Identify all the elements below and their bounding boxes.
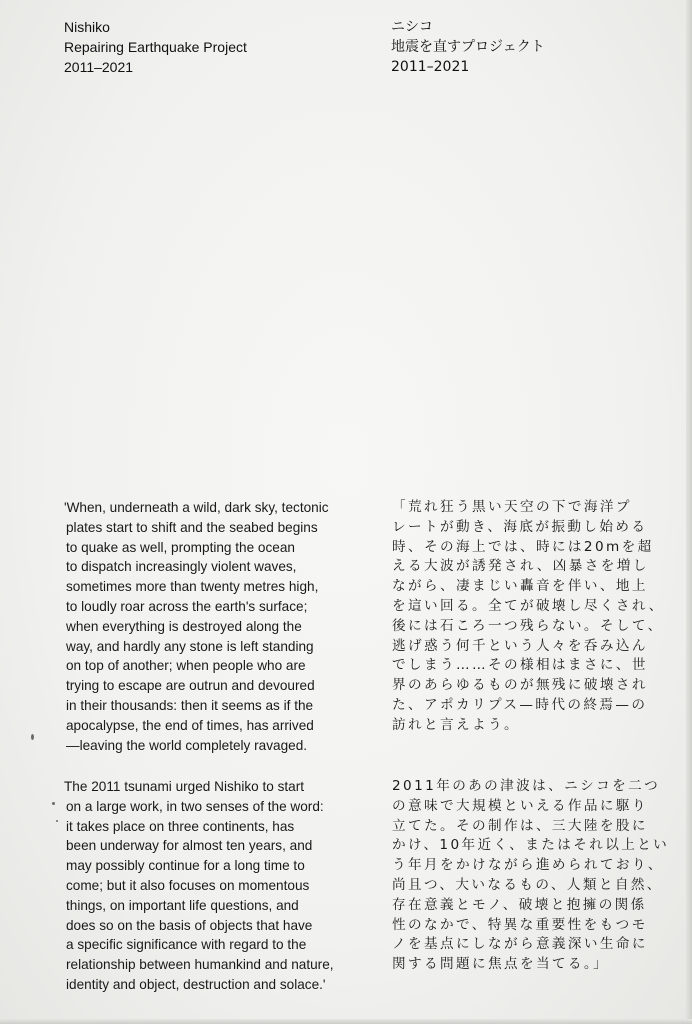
cover-edge-right bbox=[686, 0, 692, 1024]
english-quote-line: to quake as well, prompting the ocean bbox=[66, 539, 295, 555]
english-quote-line: to loudly roar across the earth's surface; bbox=[66, 598, 308, 614]
english-quote-line: 'When, underneath a wild, dark sky, tectonic bbox=[64, 500, 329, 515]
japanese-body-line: う年月をかけながら進められており、 bbox=[392, 857, 664, 874]
english-quote-paragraph bbox=[64, 498, 372, 755]
japanese-quote-line: える大波が誘発され、凶暴さを増し bbox=[392, 558, 649, 575]
english-quote-line: in their thousands: then it seems as if the bbox=[66, 697, 314, 713]
japanese-quote-paragraph bbox=[392, 498, 682, 736]
japanese-body-line: かけ、10年近く、またはそれ以上とい bbox=[392, 837, 670, 854]
japanese-quote-line: 時、その海上では、時には20mを超 bbox=[392, 538, 654, 555]
japanese-body-line: 関する問題に焦点を当てる。」 bbox=[392, 956, 610, 973]
japanese-quote-line: 界のあらゆるものが無残に破壊され bbox=[392, 677, 648, 694]
english-quote-line: when everything is destroyed along the bbox=[66, 618, 302, 634]
project-years: 2011–2021 bbox=[64, 59, 134, 75]
english-quote-line: sometimes more than twenty metres high, bbox=[66, 579, 319, 595]
japanese-body-line: の意味で大規模といえる作品に駆り bbox=[392, 797, 648, 814]
japanese-quote-line: を這い回る。全てが破壊し尽くされ、 bbox=[392, 597, 665, 614]
project-title-jp: 地震を直すプロジェクト bbox=[391, 39, 545, 55]
english-quote-line: plates start to shift and the seabed begins bbox=[66, 519, 318, 535]
japanese-body-line: ノを基点にしながら意義深い生命に bbox=[392, 936, 648, 953]
header-english bbox=[64, 17, 247, 77]
japanese-quote-line: 「荒れ狂う黒い天空の下で海洋プ bbox=[392, 499, 632, 515]
english-body-line: a specific significance with regard to the bbox=[66, 937, 307, 953]
japanese-body-paragraph bbox=[392, 777, 682, 975]
project-years-jp: 2011–2021 bbox=[391, 59, 470, 75]
header-japanese bbox=[391, 17, 545, 77]
english-body-line: may possibly continue for a long time to bbox=[66, 858, 305, 874]
english-quote-line: apocalypse, the end of times, has arrived bbox=[66, 717, 314, 733]
english-body-line: identity and object, destruction and solace.' bbox=[66, 976, 326, 992]
print-speck bbox=[31, 734, 34, 740]
english-body-paragraph bbox=[64, 777, 372, 995]
print-speck bbox=[52, 802, 55, 805]
print-speck bbox=[56, 820, 58, 822]
english-quote-line: to dispatch increasingly violent waves, bbox=[66, 559, 297, 575]
japanese-quote-line: 訪れと言えよう。 bbox=[392, 716, 520, 733]
english-body-line: things, on important life questions, and bbox=[66, 897, 299, 913]
project-title: Repairing Earthquake Project bbox=[64, 39, 247, 55]
english-body-line: come; but it also focuses on momentous bbox=[66, 877, 310, 893]
japanese-quote-line: レートが動き、海底が振動し始める bbox=[392, 518, 648, 535]
english-quote-line: on top of another; when people who are bbox=[66, 658, 306, 674]
english-body-line: been underway for almost ten years, and bbox=[66, 838, 313, 854]
english-body-line: relationship between humankind and nature, bbox=[66, 957, 334, 973]
cover-edge-bottom bbox=[0, 1019, 692, 1024]
english-body-line: on a large work, in two senses of the word: bbox=[66, 798, 324, 814]
japanese-body-line: 立てた。その制作は、三大陸を股に bbox=[392, 817, 648, 834]
english-quote-line: way, and hardly any stone is left standing bbox=[66, 638, 314, 654]
english-quote-line: —leaving the world completely ravaged. bbox=[66, 737, 308, 753]
japanese-quote-line: 後には石ころ一つ残らない。そして、 bbox=[392, 617, 664, 634]
artist-name: Nishiko bbox=[64, 19, 110, 35]
japanese-quote-line: でしまう……その様相はまさに、世 bbox=[392, 657, 648, 674]
japanese-quote-line: ながら、凄まじい轟音を伴い、地上 bbox=[392, 578, 648, 595]
japanese-body-line: 存在意義とモノ、破壊と抱擁の関係 bbox=[392, 896, 647, 913]
japanese-body-line: 2011年のあの津波は、ニシコを二つ bbox=[392, 778, 661, 794]
japanese-quote-line: 逃げ惑う何千という人々を呑み込ん bbox=[392, 637, 648, 654]
english-quote-line: trying to escape are outrun and devoured bbox=[66, 678, 315, 694]
japanese-quote-line: た、アポカリプス—時代の終焉—の bbox=[392, 696, 648, 713]
japanese-body-line: 性のなかで、特異な重要性をもつモ bbox=[392, 916, 648, 933]
english-body-line: it takes place on three continents, has bbox=[66, 818, 295, 834]
english-body-line: The 2011 tsunami urged Nishiko to start bbox=[64, 779, 305, 794]
japanese-body-line: 尚且つ、大いなるもの、人類と自然、 bbox=[392, 876, 663, 893]
artist-name-jp: ニシコ bbox=[391, 19, 433, 35]
english-body-line: does so on the basis of objects that have bbox=[66, 917, 313, 933]
